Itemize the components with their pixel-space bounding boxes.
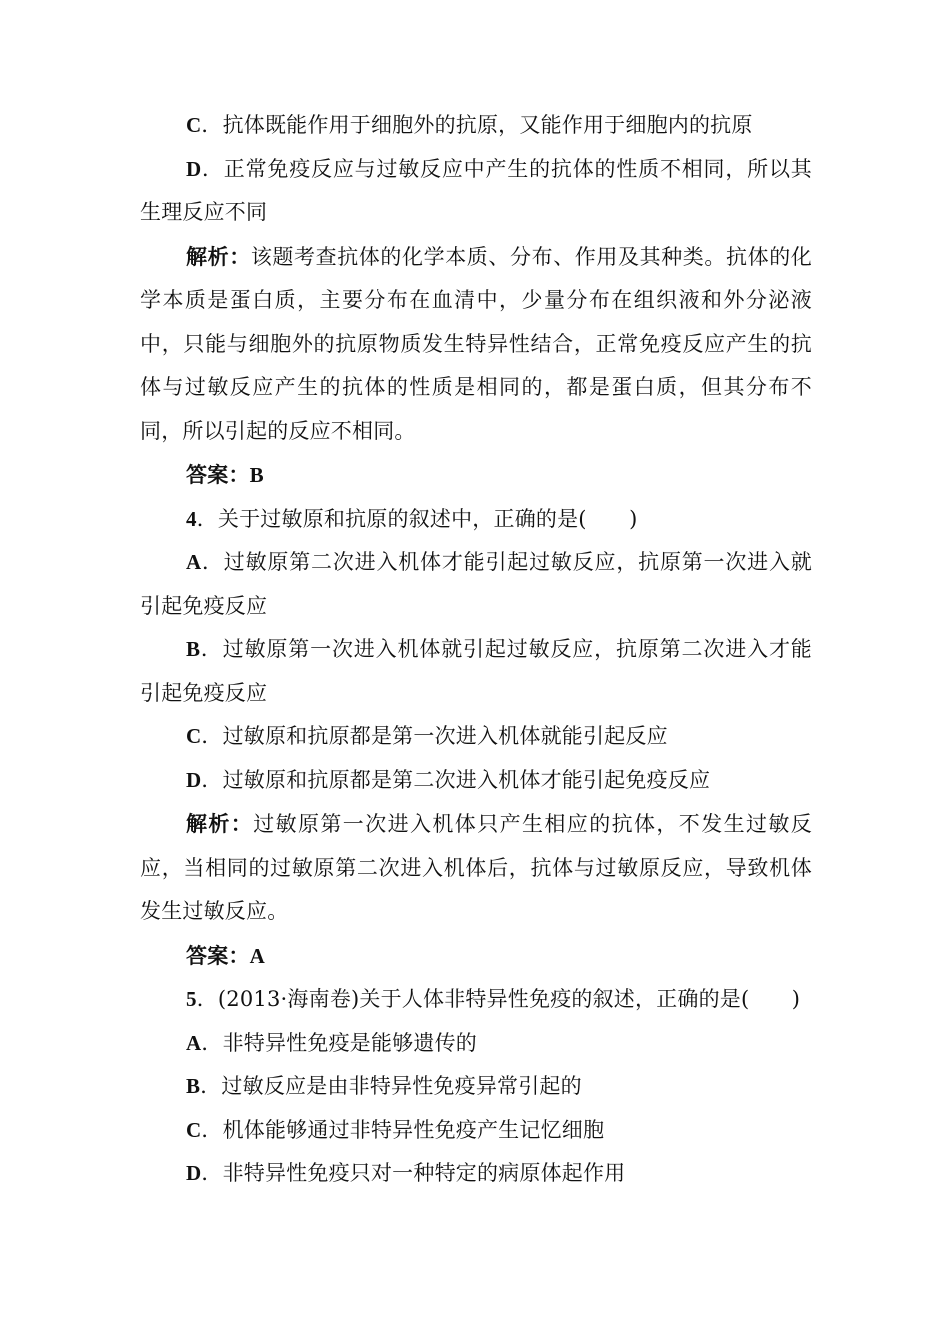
option-letter: B <box>186 637 201 661</box>
option-text: ．非特异性免疫是能够遗传的 <box>201 1030 477 1055</box>
q3-analysis <box>140 235 812 454</box>
q5-option-c <box>140 1109 812 1153</box>
option-letter: A <box>186 550 202 574</box>
document-page <box>140 104 812 1196</box>
option-letter: C <box>186 1117 202 1142</box>
option-text: ．抗体既能作用于细胞外的抗原，又能作用于细胞内的抗原 <box>201 113 753 137</box>
answer-value: B <box>249 463 264 487</box>
q5-option-a <box>140 1022 812 1066</box>
q4-option-b <box>140 628 812 715</box>
q4-answer <box>140 934 812 979</box>
option-text: ．机体能够通过非特异性免疫产生记忆细胞 <box>201 1117 605 1142</box>
option-text: ．正常免疫反应与过敏反应中产生的抗体的性质不相同，所以其生理反应不同 <box>140 156 812 224</box>
option-letter: D <box>186 767 202 792</box>
option-text: ．过敏原和抗原都是第一次进入机体就能引起反应 <box>201 724 668 748</box>
analysis-label: 解析： <box>186 811 254 836</box>
analysis-text: 该题考查抗体的化学本质、分布、作用及其种类。抗体的化学本质是蛋白质，主要分布在血清中，少量分布在组织液和外分泌液中，只能与细胞外的抗原物质发生特异性结合，正常免疫反应产生的抗体与过敏反应产生的抗体的性质是相同的，都是蛋白质，但其分布不同，所以引起的反应不相同。 <box>140 244 812 443</box>
q5-stem <box>140 978 812 1022</box>
q5-option-b <box>140 1065 812 1109</box>
option-letter: C <box>186 113 202 137</box>
option-letter: C <box>186 724 202 748</box>
q3-answer <box>140 453 812 498</box>
option-letter: B <box>186 1074 201 1098</box>
q3-option-c <box>140 104 812 148</box>
question-number: 5 <box>186 987 197 1011</box>
option-text: ．过敏原第一次进入机体就引起过敏反应，抗原第二次进入才能引起免疫反应 <box>140 637 812 705</box>
q4-analysis <box>140 802 812 934</box>
answer-label: 答案： <box>186 942 250 968</box>
option-text: ．过敏反应是由非特异性免疫异常引起的 <box>200 1074 582 1098</box>
option-letter: A <box>186 1030 202 1055</box>
option-text: ．过敏原和抗原都是第二次进入机体才能引起免疫反应 <box>201 767 711 792</box>
option-letter: D <box>186 156 202 181</box>
analysis-text: 过敏原第一次进入机体只产生相应的抗体，不发生过敏反应，当相同的过敏原第二次进入机体后，抗体与过敏原反应，导致机体发生过敏反应。 <box>140 812 812 923</box>
option-text: ．过敏原第二次进入机体才能引起过敏反应，抗原第一次进入就引起免疫反应 <box>140 550 812 618</box>
q3-option-d <box>140 148 812 235</box>
q4-stem <box>140 498 812 542</box>
q5-option-d <box>140 1152 812 1196</box>
answer-value: A <box>249 943 265 968</box>
option-letter: D <box>186 1161 202 1185</box>
answer-label: 答案： <box>186 462 250 487</box>
question-text: ．(2013·海南卷)关于人体非特异性免疫的叙述，正确的是( ) <box>196 987 801 1011</box>
option-text: ．非特异性免疫只对一种特定的病原体起作用 <box>201 1161 626 1185</box>
q4-option-a <box>140 541 812 628</box>
analysis-label: 解析： <box>186 243 251 269</box>
q4-option-d <box>140 759 812 803</box>
q4-option-c <box>140 715 812 759</box>
question-number: 4 <box>186 506 197 531</box>
question-text: ．关于过敏原和抗原的叙述中，正确的是( ) <box>196 506 638 531</box>
